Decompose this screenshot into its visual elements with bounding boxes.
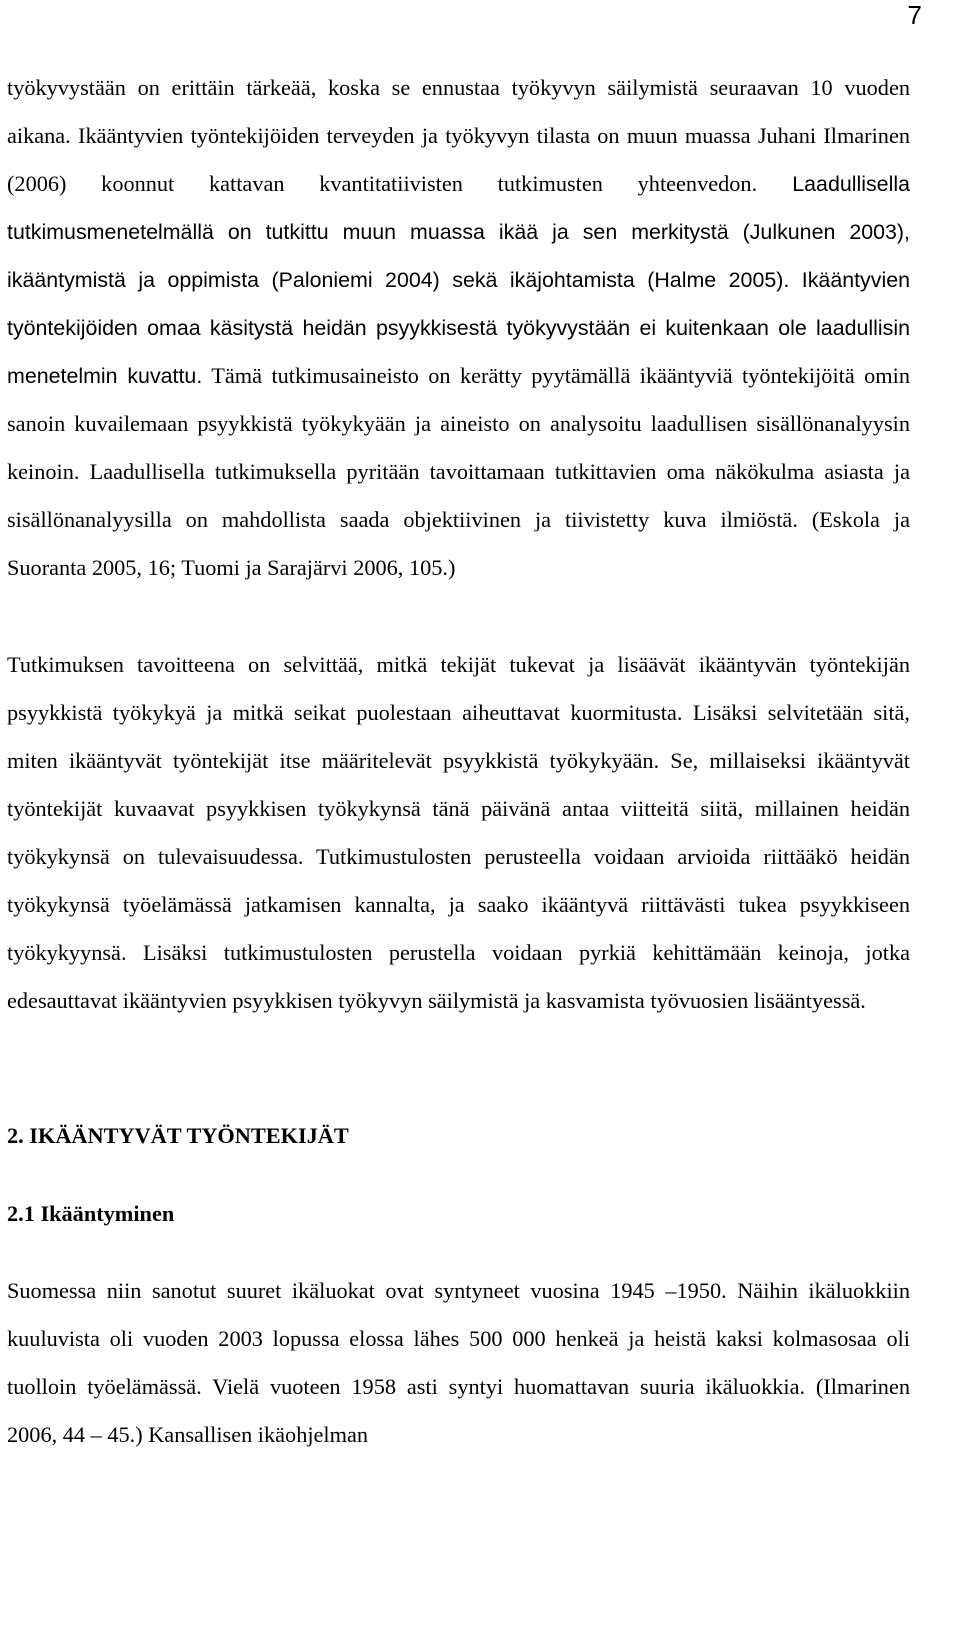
paragraph-intro-part-1: työkyvystään on erittäin tärkeää, koska se ennustaa työkyvyn säilymistä seuraavan 10 vuoden aikana. Ikääntyvien työntekijöiden terveyden ja työkyvyn tilasta on muun muassa Juhani Ilmarinen (2006) koonnut kattavan kvantitatiivisten tutkimusten yhteenvedon. [7,75,910,196]
page-number: 7 [907,0,922,30]
section-spacer [7,1025,910,1112]
paragraph-ageing: Suomessa niin sanotut suuret ikäluokat ovat syntyneet vuosina 1945 –1950. Näihin ikäluokkiin kuuluvista oli vuoden 2003 lopussa elossa lähes 500 000 henkeä ja heistä kaksi kolmasosaa oli tuolloin työelämässä. Vielä vuoteen 1958 asti syntyi huomattavan suuria ikäluokkia. (Ilmarinen 2006, 44 – 45.) Kansallisen ikäohjelman [7,1278,910,1447]
paragraph-intro-part-2: Laadullisella tutkimusmenetelmällä on tutkittu muun muassa ikää ja sen merkitystä (Julkunen 2003), ikääntymistä ja oppimista (Paloniemi 2004) sekä ikäjohtamista (Halme 2005). Ikääntyvien työntekijöiden omaa käsitystä heidän psyykkisestä työkyvystään ei kuitenkaan ole laadullisin menetelmin kuvattu. [7,172,910,388]
paragraph-spacer [7,592,910,641]
section-heading: 2.1 Ikääntyminen [7,1201,175,1226]
paragraph-intro [7,64,910,592]
heading-spacer-2 [7,1238,910,1267]
heading-spacer [7,1160,910,1190]
chapter-heading: 2. IKÄÄNTYVÄT TYÖNTEKIJÄT [7,1123,349,1148]
paragraph-objectives: Tutkimuksen tavoitteena on selvittää, mitkä tekijät tukevat ja lisäävät ikääntyvän työntekijän psyykkistä työkykyä ja mitkä seikat puolestaan aiheuttavat kuormitusta. Lisäksi selvitetään sitä, miten ikääntyvät työntekijät itse määritelevät psyykkistä työkykyään. Se, millaiseksi ikääntyvät työntekijät kuvaavat psyykkisen työkykynsä tänä päivänä antaa viitteitä siitä, millainen heidän työkykynsä on tulevaisuudessa. Tutkimustulosten perusteella voidaan arvioida riittääkö heidän työkykynsä työelämässä jatkamisen kannalta, ja saako ikääntyvä riittävästi tukea psyykkiseen työkykyynsä. Lisäksi tutkimustulosten perustella voidaan pyrkiä kehittämään keinoja, jotka edesauttavat ikääntyvien psyykkisen työkyvyn säilymistä ja kasvamista työvuosien lisääntyessä. [7,652,910,1013]
document-body [7,64,910,1459]
paragraph-intro-part-3: Tämä tutkimusaineisto on kerätty pyytämällä ikääntyviä työntekijöitä omin sanoin kuvailemaan psyykkistä työkykyään ja aineisto on analysoitu laadullisen sisällönanalyysin keinoin. Laadullisella tutkimuksella pyritään tavoittamaan tutkittavien oma näkökulma asiasta ja sisällönanalyysilla on mahdollista saada objektiivinen ja tiivistetty kuva ilmiöstä. (Eskola ja Suoranta 2005, 16; Tuomi ja Sarajärvi 2006, 105.) [7,363,910,580]
